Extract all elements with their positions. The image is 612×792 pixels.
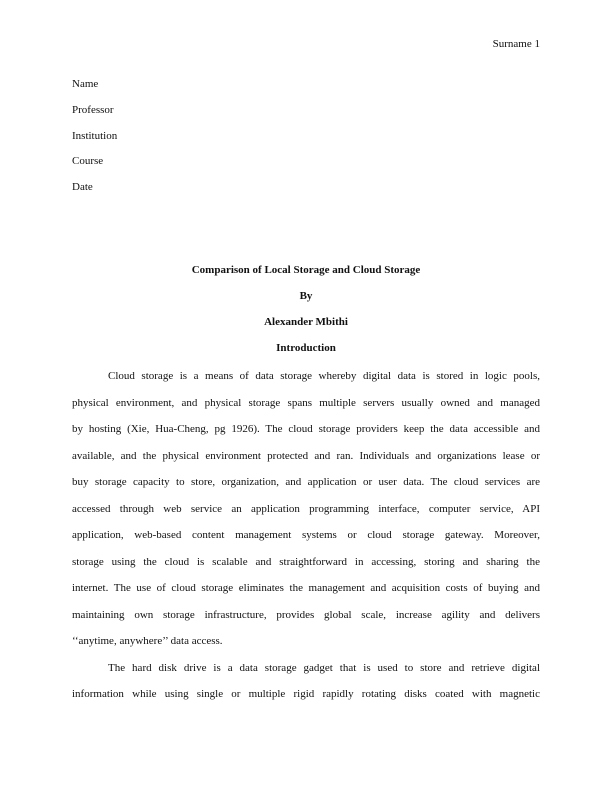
paragraph-line: accessed through web service an application programming interface, computer service, API xyxy=(72,502,540,515)
paragraph-line: The hard disk drive is a data storage gadget that is used to store and retrieve digital xyxy=(108,661,540,674)
section-heading: Introduction xyxy=(276,342,336,354)
running-head: Surname 1 xyxy=(492,38,540,50)
paragraph-line: Cloud storage is a means of data storage whereby digital data is stored in logic pools, xyxy=(108,370,540,382)
meta-institution: Institution xyxy=(72,130,118,142)
paragraph-line: available, and the physical environment protected and ran. Individuals and organizations lease or xyxy=(72,449,540,462)
paragraph-line: maintaining own storage infrastructure, provides global scale, increase agility and delivers xyxy=(72,608,540,621)
paragraph-line: ‘‘anytime, anywhere’’ data access. xyxy=(72,635,223,647)
byline: By xyxy=(299,290,313,302)
meta-professor: Professor xyxy=(72,104,114,116)
document-title: Comparison of Local Storage and Cloud Storage xyxy=(191,264,421,276)
meta-course: Course xyxy=(72,155,104,167)
paragraph-line: storage using the cloud is scalable and straightforward in accessing, storing and sharing the xyxy=(72,555,540,568)
meta-date: Date xyxy=(72,181,93,193)
meta-name: Name xyxy=(72,78,99,90)
paragraph-line: internet. The use of cloud storage eliminates the management and acquisition costs of buying and xyxy=(72,582,540,594)
paragraph-line: information while using single or multiple rigid rapidly rotating disks coated with magnetic xyxy=(72,688,540,700)
paragraph-line: application, web-based content management systems or cloud storage gateway. Moreover, xyxy=(72,529,540,541)
author-name: Alexander Mbithi xyxy=(264,316,348,328)
paragraph-line: by hosting (Xie, Hua-Cheng, pg 1926). The cloud storage providers keep the data accessible and xyxy=(72,423,540,435)
paragraph-line: buy storage capacity to store, organization, and application or user data. The cloud services are xyxy=(72,476,540,488)
paragraph-line: physical environment, and physical storage spans multiple servers usually owned and managed xyxy=(72,396,540,409)
